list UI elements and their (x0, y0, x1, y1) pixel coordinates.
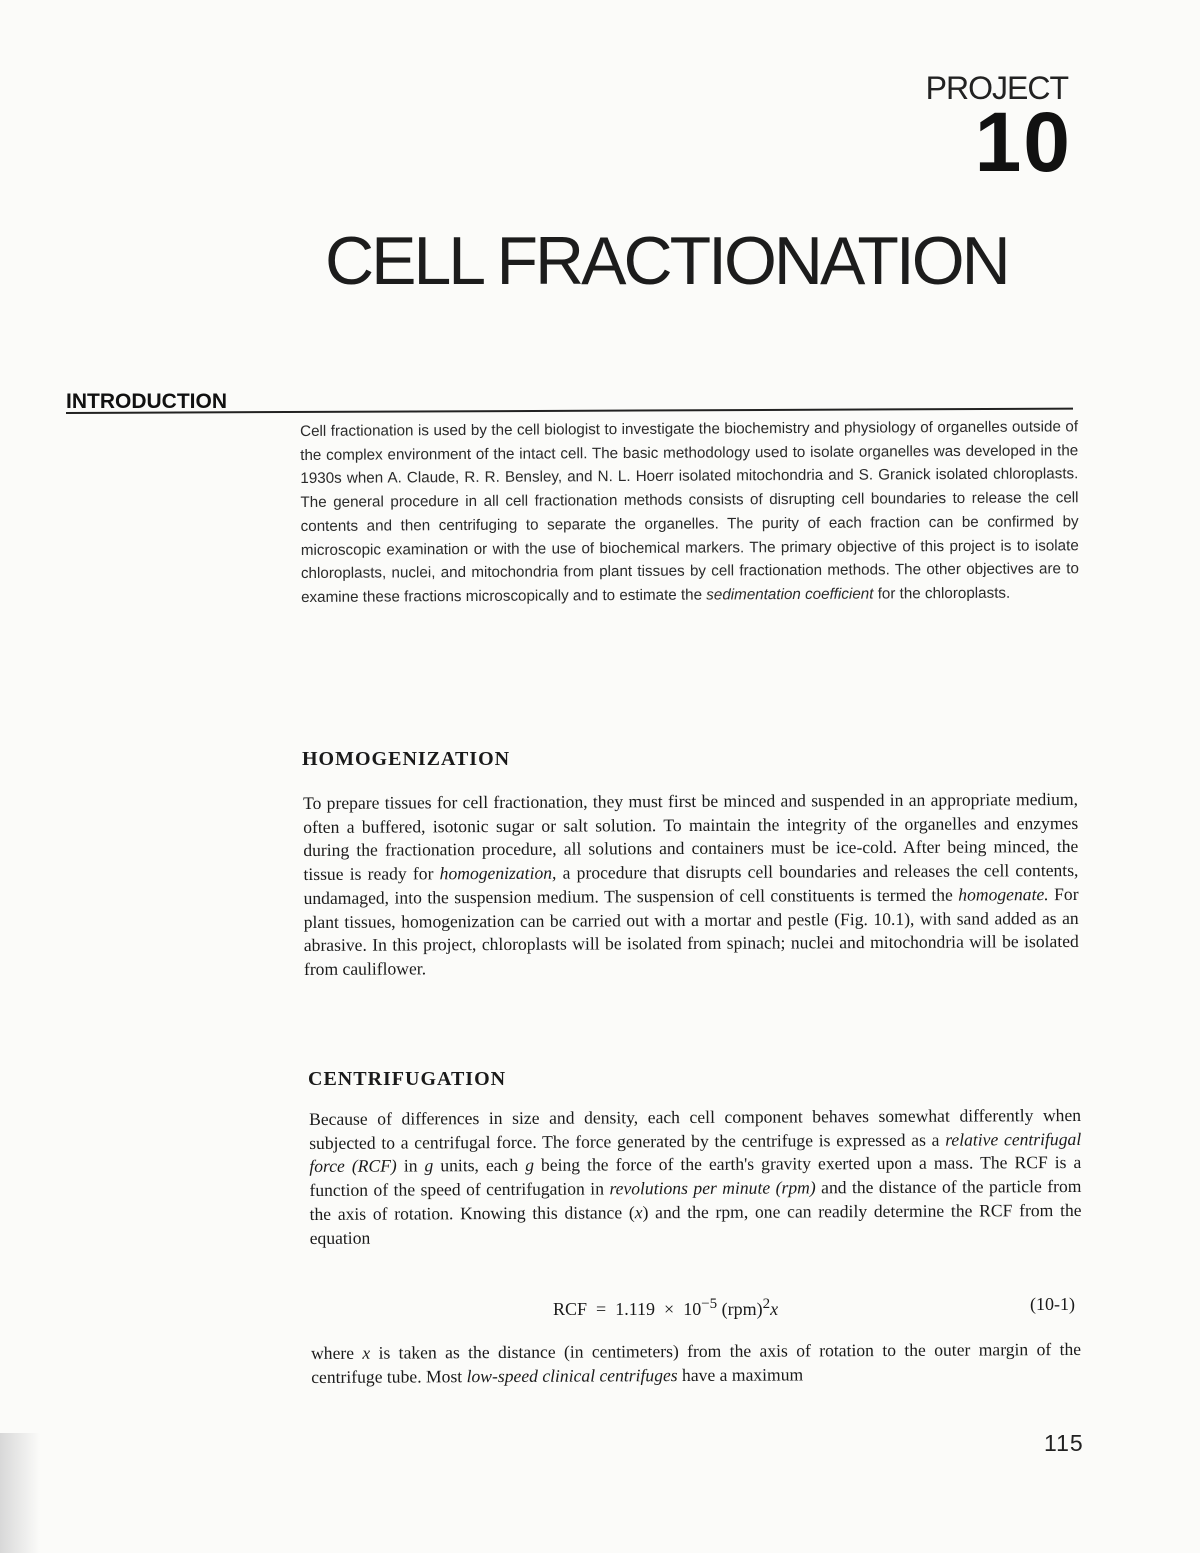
italic-term: revolutions per minute (rpm) (609, 1177, 816, 1199)
italic-term: relative centrifugal force (RCF) (309, 1128, 1082, 1177)
italic-var: g (525, 1155, 535, 1176)
centrifugation-paragraph (309, 1104, 1082, 1250)
italic-var: g (424, 1155, 434, 1176)
text-run: being the force of the earth's gravity exerted upon a mass. The RCF is a function of the speed of centrifugation in (309, 1152, 1082, 1201)
text-run: and the distance of the particle from the axis of rotation. Knowing this distance ( (309, 1176, 1082, 1224)
text-run: For plant tissues, homogenization can be carried out with a mortar and pestle (Fig. 10.1), with sand added as an abrasive. In this project, chloroplasts will be isolated from spinach; nuclei and mitochondria will be isolated from cauliflower. (303, 883, 1079, 979)
text-run: have a maximum (677, 1364, 804, 1385)
rcf-equation (553, 1296, 778, 1320)
eq-var: x (770, 1299, 779, 1319)
text-run: Cell fractionation is used by the cell biologist to investigate the biochemistry and physiology of organelles outside of the complex environment of the intact cell. The basic methodology used to isolate organelles was developed in the 1930s when A. Claude, R. R. Bensley, and N. L. Hoerr isolated mitochondria and S. Granick isolated chloroplasts. The general procedure in all cell fractionation methods consists of disrupting cell boundaries to release the cell contents and then centrifuging to separate the organelles. The purity of each fraction can be confirmed by microscopic examination or with the use of biochemical markers. The primary objective of this project is to isolate chloroplasts, nuclei, and mitochondria from plant tissues by cell fractionation methods. The other objectives are to examine these fractions microscopically and to estimate the (300, 418, 1079, 606)
italic-term: homogenization, (439, 862, 557, 884)
italic-term: low-speed clinical centrifuges (466, 1364, 678, 1386)
eq-lhs: RCF (553, 1299, 588, 1319)
introduction-paragraph (300, 415, 1079, 609)
text-run: where (311, 1342, 363, 1363)
equation-number: (10-1) (1030, 1294, 1075, 1314)
homogenization-paragraph (303, 788, 1079, 982)
introduction-heading: INTRODUCTION (66, 390, 227, 413)
text-run: is taken as the distance (in centimeters) from the axis of rotation to the outer margin of the centrifuge tube. Most (311, 1338, 1082, 1387)
where-paragraph (311, 1338, 1081, 1389)
text-run: for the chloroplasts. (873, 584, 1011, 603)
text-run: Because of differences in size and density, each cell component behaves somewhat differently when subjected to a centrifugal force. The force generated by the centrifuge is expressed as a (309, 1104, 1082, 1153)
centrifugation-heading: CENTRIFUGATION (308, 1068, 507, 1090)
homogenization-heading: HOMOGENIZATION (302, 748, 511, 770)
eq-rpm-power: 2 (762, 1296, 771, 1312)
scan-shadow (0, 1433, 40, 1553)
project-number: 10 (974, 95, 1072, 189)
text-run: in (396, 1155, 425, 1176)
eq-times: × (664, 1299, 675, 1319)
eq-coefficient: 1.119 (615, 1299, 656, 1319)
text-run: To prepare tissues for cell fractionation, they must first be minced and suspended in an appropriate medium, often a buffered, isotonic sugar or salt solution. To maintain the integrity of the organelles and enzymes during the fractionation procedure, all solutions and containers must be ice-cold. After being minced, the tissue is ready for (303, 788, 1079, 885)
eq-exponent: −5 (701, 1296, 718, 1312)
eq-base: 10 (683, 1299, 702, 1319)
text-run: a procedure that disrupts cell boundaries and releases the cell contents, undamaged, into the suspension medium. The suspension of cell constituents is termed the (303, 860, 1079, 908)
italic-term: homogenate. (958, 883, 1049, 905)
eq-rpm: (rpm) (721, 1299, 763, 1319)
text-run: ) and the rpm, one can readily determine the RCF from the equation (309, 1199, 1082, 1248)
eq-equals: = (596, 1299, 607, 1319)
italic-var: x (634, 1202, 643, 1223)
project-label: PROJECT (925, 70, 1068, 106)
italic-term: sedimentation coefficient (706, 585, 874, 604)
chapter-title: CELL FRACTIONATION (325, 223, 1008, 299)
text-run: units, each (433, 1155, 526, 1176)
page-number: 115 (1044, 1430, 1084, 1456)
italic-var: x (362, 1342, 371, 1363)
